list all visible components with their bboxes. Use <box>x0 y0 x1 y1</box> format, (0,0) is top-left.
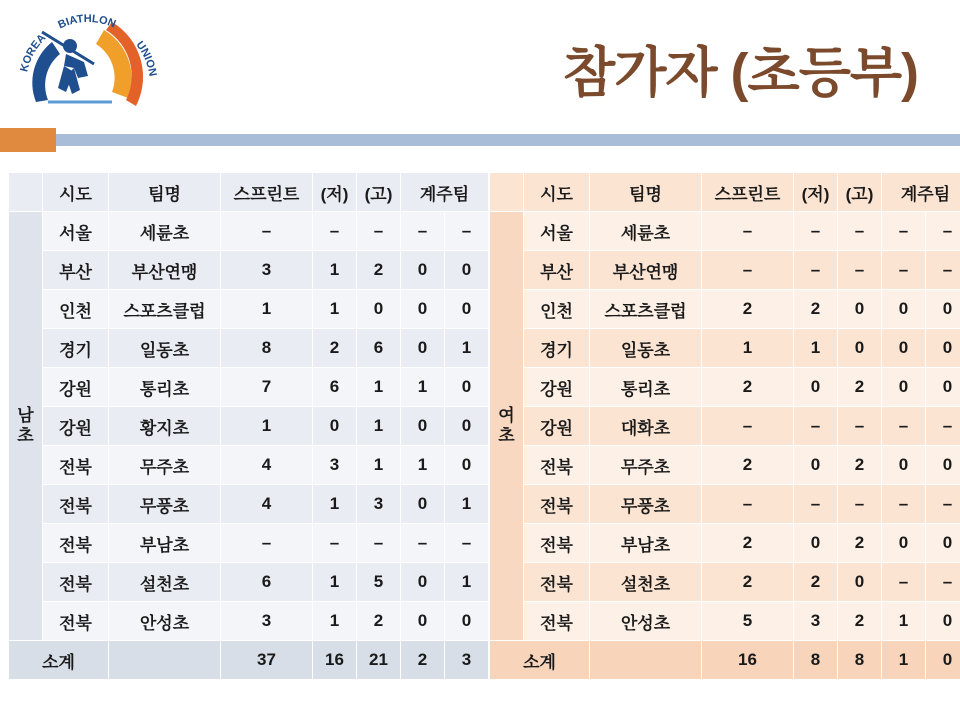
table-row <box>9 563 489 602</box>
cell-low: 2 <box>794 563 838 602</box>
cell-sido: 경기 <box>524 329 590 368</box>
cell-team: 안성초 <box>590 602 702 641</box>
table-row <box>490 602 960 641</box>
cell-sido: 인천 <box>43 290 109 329</box>
cell-low: 1 <box>313 563 357 602</box>
table-row <box>9 446 489 485</box>
cell-low: – <box>794 251 838 290</box>
cell-relay-a: – <box>401 212 445 251</box>
cell-high: 0 <box>838 563 882 602</box>
subtotal-relay-a: 2 <box>401 641 445 680</box>
cell-team: 부산연맹 <box>590 251 702 290</box>
cell-sido: 전북 <box>524 446 590 485</box>
cell-team: 통리초 <box>109 368 221 407</box>
cell-high: – <box>838 407 882 446</box>
logo-text-arc-end: UNION <box>133 39 159 78</box>
logo-text-arc: KOREA <box>18 31 49 74</box>
cell-high: 6 <box>357 329 401 368</box>
header-group <box>490 173 524 212</box>
cell-sprint: – <box>702 251 794 290</box>
table-row <box>490 329 960 368</box>
cell-sprint: 1 <box>702 329 794 368</box>
cell-sprint: 2 <box>702 524 794 563</box>
cell-sido: 전북 <box>43 563 109 602</box>
table-row <box>9 329 489 368</box>
cell-high: 2 <box>838 524 882 563</box>
table-row <box>9 368 489 407</box>
cell-low: 1 <box>313 290 357 329</box>
subtotal-sprint: 37 <box>221 641 313 680</box>
header-team: 팀명 <box>109 173 221 212</box>
cell-high: – <box>838 485 882 524</box>
cell-sido: 전북 <box>43 446 109 485</box>
cell-high: 0 <box>838 290 882 329</box>
cell-relay-b: – <box>445 524 489 563</box>
subtotal-relay-b: 3 <box>445 641 489 680</box>
cell-relay-b: 0 <box>926 524 960 563</box>
cell-relay-b: – <box>926 407 960 446</box>
cell-sido: 경기 <box>43 329 109 368</box>
cell-high: 2 <box>838 368 882 407</box>
cell-team: 일동초 <box>109 329 221 368</box>
cell-sido: 강원 <box>43 368 109 407</box>
cell-sprint: – <box>702 485 794 524</box>
header-low: (저) <box>313 173 357 212</box>
cell-low: 3 <box>794 602 838 641</box>
cell-low: 0 <box>794 368 838 407</box>
cell-sido: 전북 <box>43 602 109 641</box>
table-row <box>490 446 960 485</box>
cell-relay-b: 0 <box>445 407 489 446</box>
table-header-row <box>490 173 960 212</box>
cell-low: – <box>313 212 357 251</box>
cell-sido: 강원 <box>524 368 590 407</box>
cell-sprint: 7 <box>221 368 313 407</box>
table-row <box>490 563 960 602</box>
cell-team: 무주초 <box>109 446 221 485</box>
subtotal-sprint: 16 <box>702 641 794 680</box>
header-rule-accent <box>0 128 56 152</box>
cell-sido: 서울 <box>43 212 109 251</box>
cell-team: 설천초 <box>109 563 221 602</box>
cell-sprint: 4 <box>221 485 313 524</box>
cell-team: 안성초 <box>109 602 221 641</box>
cell-low: 1 <box>794 329 838 368</box>
cell-team: 스포츠클럽 <box>590 290 702 329</box>
cell-relay-a: – <box>401 524 445 563</box>
cell-relay-b: 0 <box>926 329 960 368</box>
cell-relay-b: 0 <box>926 368 960 407</box>
cell-relay-b: 0 <box>926 290 960 329</box>
cell-team: 무주초 <box>590 446 702 485</box>
page-title: 참가자 (초등부) <box>563 43 918 103</box>
cell-sprint: – <box>702 407 794 446</box>
cell-sido: 강원 <box>524 407 590 446</box>
cell-sprint: 2 <box>702 446 794 485</box>
cell-relay-a: 0 <box>401 251 445 290</box>
cell-sprint: 3 <box>221 602 313 641</box>
cell-sprint: 8 <box>221 329 313 368</box>
cell-relay-b: – <box>445 212 489 251</box>
table-girls <box>489 172 960 680</box>
header-high: (고) <box>838 173 882 212</box>
cell-relay-b: – <box>926 563 960 602</box>
table-row <box>9 524 489 563</box>
cell-team: 설천초 <box>590 563 702 602</box>
table-row <box>9 602 489 641</box>
logo-svg <box>8 6 168 134</box>
header-sido: 시도 <box>524 173 590 212</box>
cell-sprint: 2 <box>702 563 794 602</box>
cell-low: 1 <box>313 602 357 641</box>
subtotal-relay-b: 0 <box>926 641 960 680</box>
cell-high: 2 <box>838 446 882 485</box>
cell-high: 0 <box>838 329 882 368</box>
cell-relay-a: 0 <box>882 524 926 563</box>
cell-sprint: – <box>702 212 794 251</box>
participants-tables <box>8 172 952 680</box>
cell-low: 6 <box>313 368 357 407</box>
subtotal-high: 8 <box>838 641 882 680</box>
cell-sido: 전북 <box>43 524 109 563</box>
cell-high: 2 <box>357 251 401 290</box>
cell-high: 2 <box>838 602 882 641</box>
cell-relay-b: 0 <box>445 290 489 329</box>
header-group <box>9 173 43 212</box>
cell-sido: 부산 <box>524 251 590 290</box>
subtotal-team <box>590 641 702 680</box>
cell-team: 부남초 <box>109 524 221 563</box>
cell-relay-a: 0 <box>401 602 445 641</box>
table-row <box>490 251 960 290</box>
cell-sido: 전북 <box>524 602 590 641</box>
cell-relay-a: 1 <box>401 368 445 407</box>
table-row <box>490 407 960 446</box>
header-sprint: 스프린트 <box>221 173 313 212</box>
cell-relay-a: 0 <box>882 329 926 368</box>
table-row <box>490 524 960 563</box>
cell-high: 1 <box>357 368 401 407</box>
cell-relay-b: 1 <box>445 329 489 368</box>
cell-team: 무풍초 <box>590 485 702 524</box>
cell-relay-a: – <box>882 251 926 290</box>
cell-team: 황지초 <box>109 407 221 446</box>
table-subtotal-row <box>9 641 489 680</box>
group-label-boys: 남 초 <box>9 212 43 641</box>
cell-sido: 전북 <box>524 563 590 602</box>
cell-relay-a: 0 <box>401 485 445 524</box>
cell-high: – <box>838 212 882 251</box>
cell-relay-b: 1 <box>445 563 489 602</box>
table-row <box>490 290 960 329</box>
cell-high: – <box>357 524 401 563</box>
cell-sido: 전북 <box>524 485 590 524</box>
subtotal-low: 8 <box>794 641 838 680</box>
table-boys <box>8 172 489 680</box>
table-row <box>490 485 960 524</box>
cell-high: 2 <box>357 602 401 641</box>
cell-relay-b: 0 <box>445 368 489 407</box>
cell-sido: 전북 <box>524 524 590 563</box>
cell-team: 부산연맹 <box>109 251 221 290</box>
cell-low: – <box>794 212 838 251</box>
cell-team: 대화초 <box>590 407 702 446</box>
cell-relay-a: 0 <box>882 368 926 407</box>
cell-low: 0 <box>794 524 838 563</box>
cell-low: 2 <box>313 329 357 368</box>
table-row <box>9 212 489 251</box>
korea-biathlon-union-logo <box>8 6 168 134</box>
header-high: (고) <box>357 173 401 212</box>
cell-relay-b: – <box>926 212 960 251</box>
cell-relay-a: 0 <box>882 290 926 329</box>
cell-relay-a: 0 <box>401 329 445 368</box>
cell-low: 1 <box>313 485 357 524</box>
cell-high: 1 <box>357 446 401 485</box>
cell-team: 세륜초 <box>590 212 702 251</box>
table-row <box>9 290 489 329</box>
cell-low: – <box>794 485 838 524</box>
cell-relay-b: – <box>926 485 960 524</box>
subtotal-high: 21 <box>357 641 401 680</box>
subtotal-team <box>109 641 221 680</box>
cell-relay-b: 0 <box>445 251 489 290</box>
cell-low: – <box>313 524 357 563</box>
cell-sido: 인천 <box>524 290 590 329</box>
cell-team: 스포츠클럽 <box>109 290 221 329</box>
cell-low: 0 <box>313 407 357 446</box>
subtotal-label: 소계 <box>490 641 590 680</box>
cell-sprint: – <box>221 212 313 251</box>
cell-sprint: 5 <box>702 602 794 641</box>
cell-low: 1 <box>313 251 357 290</box>
cell-sprint: 1 <box>221 407 313 446</box>
cell-relay-a: – <box>882 563 926 602</box>
cell-relay-a: 0 <box>401 407 445 446</box>
subtotal-label: 소계 <box>9 641 109 680</box>
cell-relay-a: – <box>882 212 926 251</box>
subtotal-relay-a: 1 <box>882 641 926 680</box>
cell-relay-a: 0 <box>882 446 926 485</box>
table-row <box>490 212 960 251</box>
cell-sido: 부산 <box>43 251 109 290</box>
logo-text-arc-mid: BIATHLON <box>56 12 118 32</box>
header-team: 팀명 <box>590 173 702 212</box>
slide-header <box>0 0 960 140</box>
cell-relay-a: 1 <box>401 446 445 485</box>
cell-sprint: 1 <box>221 290 313 329</box>
cell-relay-b: 1 <box>445 485 489 524</box>
cell-high: 0 <box>357 290 401 329</box>
table-row <box>9 485 489 524</box>
cell-relay-b: 0 <box>445 446 489 485</box>
header-relay: 계주팀 <box>882 173 960 212</box>
cell-team: 세륜초 <box>109 212 221 251</box>
cell-relay-b: 0 <box>926 602 960 641</box>
table-subtotal-row <box>490 641 960 680</box>
cell-relay-a: – <box>882 485 926 524</box>
cell-sido: 서울 <box>524 212 590 251</box>
cell-sprint: 6 <box>221 563 313 602</box>
cell-relay-a: – <box>882 407 926 446</box>
header-rule <box>0 134 960 146</box>
cell-relay-b: – <box>926 251 960 290</box>
cell-relay-b: 0 <box>445 602 489 641</box>
cell-sprint: 2 <box>702 368 794 407</box>
header-sprint: 스프린트 <box>702 173 794 212</box>
table-row <box>9 251 489 290</box>
cell-sprint: 4 <box>221 446 313 485</box>
cell-team: 통리초 <box>590 368 702 407</box>
cell-relay-b: 0 <box>926 446 960 485</box>
cell-sprint: 3 <box>221 251 313 290</box>
cell-low: 0 <box>794 446 838 485</box>
cell-team: 일동초 <box>590 329 702 368</box>
cell-high: – <box>357 212 401 251</box>
cell-high: 1 <box>357 407 401 446</box>
cell-high: 5 <box>357 563 401 602</box>
table-row <box>490 368 960 407</box>
cell-team: 부남초 <box>590 524 702 563</box>
cell-sprint: – <box>221 524 313 563</box>
cell-sido: 전북 <box>43 485 109 524</box>
subtotal-low: 16 <box>313 641 357 680</box>
cell-low: 3 <box>313 446 357 485</box>
cell-relay-a: 0 <box>401 290 445 329</box>
header-sido: 시도 <box>43 173 109 212</box>
header-relay: 계주팀 <box>401 173 489 212</box>
cell-high: – <box>838 251 882 290</box>
cell-relay-a: 1 <box>882 602 926 641</box>
header-low: (저) <box>794 173 838 212</box>
cell-low: 2 <box>794 290 838 329</box>
cell-high: 3 <box>357 485 401 524</box>
cell-sprint: 2 <box>702 290 794 329</box>
cell-low: – <box>794 407 838 446</box>
group-label-girls: 여 초 <box>490 212 524 641</box>
cell-sido: 강원 <box>43 407 109 446</box>
cell-team: 무풍초 <box>109 485 221 524</box>
table-row <box>9 407 489 446</box>
table-header-row <box>9 173 489 212</box>
cell-relay-a: 0 <box>401 563 445 602</box>
